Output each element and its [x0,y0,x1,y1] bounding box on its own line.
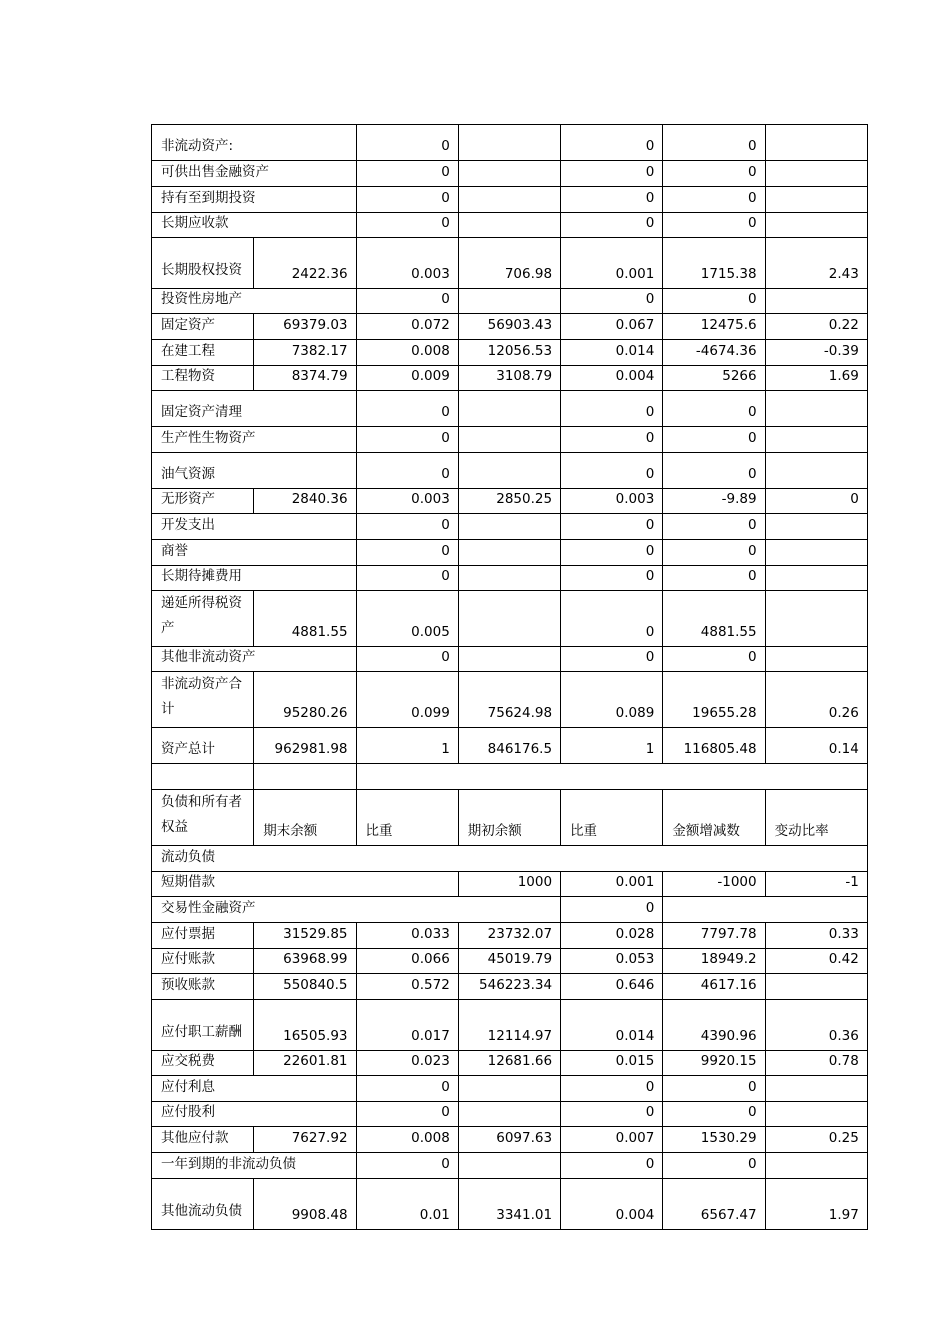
row-label: 应付利息 [152,1076,357,1102]
table-cell: 0 [561,125,663,161]
table-body [152,125,868,1230]
row-label: 油气资源 [152,453,357,489]
row-label: 在建工程 [152,340,254,366]
table-cell [458,427,560,453]
table-row [152,764,868,790]
table-cell [458,1102,560,1127]
table-cell: 1000 [458,872,560,897]
table-cell: 0.072 [356,314,458,340]
table-cell [458,514,560,540]
table-cell: 0.007 [561,1127,663,1153]
table-cell [356,764,867,790]
table-cell: 9920.15 [663,1051,765,1076]
table-row [152,238,868,289]
table-cell: 0 [561,1076,663,1102]
table-cell: 0 [663,289,765,314]
table-cell [458,453,560,489]
table-cell [765,974,867,1000]
table-cell [765,514,867,540]
table-cell: 0 [663,213,765,238]
table-cell [765,1153,867,1179]
table-cell: 0 [663,391,765,427]
table-cell: 0 [561,647,663,672]
row-label: 交易性金融资产 [152,897,561,923]
table-row [152,1153,868,1179]
table-cell: 1 [356,728,458,764]
table-cell: 0 [663,566,765,591]
row-label: 非流动资产合计 [152,672,254,728]
table-cell: 0 [663,453,765,489]
table-cell: 1 [561,728,663,764]
table-cell: 期末余额 [254,790,356,846]
table-cell: 0.017 [356,1000,458,1051]
table-cell: -4674.36 [663,340,765,366]
table-cell: 0 [663,647,765,672]
table-cell: 1530.29 [663,1127,765,1153]
table-cell: 0.005 [356,591,458,647]
table-cell: 19655.28 [663,672,765,728]
table-cell: 0 [663,1076,765,1102]
table-cell: 0 [663,1102,765,1127]
row-label: 流动负债 [152,846,868,872]
row-label: 固定资产 [152,314,254,340]
table-cell: 0.023 [356,1051,458,1076]
table-row [152,453,868,489]
table-cell [458,647,560,672]
table-cell: 0.003 [561,489,663,514]
table-cell: 5266 [663,366,765,391]
table-cell [765,161,867,187]
table-cell: 0 [561,566,663,591]
table-cell: 0.01 [356,1179,458,1230]
table-row [152,974,868,1000]
table-cell: 0.067 [561,314,663,340]
table-cell: 0 [356,453,458,489]
table-row [152,923,868,949]
table-cell: 0 [356,647,458,672]
row-label: 资产总计 [152,728,254,764]
table-cell: 0.015 [561,1051,663,1076]
table-row [152,647,868,672]
table-cell: 0 [663,125,765,161]
table-cell: 0 [356,1076,458,1102]
table-cell: 7382.17 [254,340,356,366]
row-label: 持有至到期投资 [152,187,357,213]
table-cell: 0 [663,161,765,187]
table-cell: -9.89 [663,489,765,514]
table-cell: 4881.55 [254,591,356,647]
table-cell: 0 [356,566,458,591]
table-cell: 0 [561,540,663,566]
table-cell: 0.004 [561,366,663,391]
table-cell: 0 [356,125,458,161]
table-row [152,289,868,314]
table-row [152,897,868,923]
table-cell: 0.089 [561,672,663,728]
table-cell [765,1076,867,1102]
table-cell: 2422.36 [254,238,356,289]
table-cell: 比重 [561,790,663,846]
row-label: 其他流动负债 [152,1179,254,1230]
table-cell: -1 [765,872,867,897]
table-cell: 0.36 [765,1000,867,1051]
table-cell [458,213,560,238]
table-cell: 0 [663,187,765,213]
table-row [152,314,868,340]
table-cell: 0.572 [356,974,458,1000]
table-cell: 4617.16 [663,974,765,1000]
row-label: 一年到期的非流动负债 [152,1153,357,1179]
table-cell: 0 [356,427,458,453]
table-cell: 0.78 [765,1051,867,1076]
table-cell: 0 [561,161,663,187]
table-cell: 116805.48 [663,728,765,764]
table-cell: 0.008 [356,340,458,366]
table-cell: 0 [356,213,458,238]
table-cell [458,187,560,213]
table-cell: 0 [561,289,663,314]
table-cell: 0 [561,213,663,238]
row-label: 生产性生物资产 [152,427,357,453]
table-cell [254,764,356,790]
table-cell: 23732.07 [458,923,560,949]
table-cell: 0 [561,187,663,213]
row-label: 长期股权投资 [152,238,254,289]
table-row [152,1076,868,1102]
table-cell [765,125,867,161]
row-label: 非流动资产: [152,125,357,161]
table-cell: 0 [356,1102,458,1127]
table-cell: 0 [561,514,663,540]
table-cell: 0.028 [561,923,663,949]
table-cell: 0.003 [356,489,458,514]
row-label: 预收账款 [152,974,254,1000]
row-label: 工程物资 [152,366,254,391]
table-cell: 3341.01 [458,1179,560,1230]
table-row [152,187,868,213]
table-row [152,340,868,366]
table-row [152,846,868,872]
row-label: 投资性房地产 [152,289,357,314]
table-cell [458,289,560,314]
row-label: 可供出售金融资产 [152,161,357,187]
row-label: 其他应付款 [152,1127,254,1153]
table-cell: 6097.63 [458,1127,560,1153]
table-cell: -1000 [663,872,765,897]
table-cell: 0 [561,1102,663,1127]
table-cell: 0.014 [561,1000,663,1051]
table-cell: 2840.36 [254,489,356,514]
table-cell: 0 [356,540,458,566]
table-cell: 2850.25 [458,489,560,514]
table-cell: 0.003 [356,238,458,289]
table-cell: 22601.81 [254,1051,356,1076]
table-cell: 0 [561,1153,663,1179]
table-cell [458,566,560,591]
table-cell: 9908.48 [254,1179,356,1230]
table-cell: 12681.66 [458,1051,560,1076]
table-cell: 7627.92 [254,1127,356,1153]
table-cell: 56903.43 [458,314,560,340]
table-cell: 期初余额 [458,790,560,846]
table-row [152,1179,868,1230]
table-cell [765,540,867,566]
table-row [152,366,868,391]
table-cell: 546223.34 [458,974,560,1000]
table-cell: 0 [663,1153,765,1179]
row-label: 应付账款 [152,949,254,974]
table-cell: 0.009 [356,366,458,391]
table-row [152,591,868,647]
table-cell: 0.42 [765,949,867,974]
table-cell: 63968.99 [254,949,356,974]
table-cell: 18949.2 [663,949,765,974]
table-cell: 金额增减数 [663,790,765,846]
table-cell: 变动比率 [765,790,867,846]
row-label: 应付股利 [152,1102,357,1127]
table-row [152,672,868,728]
table-row [152,427,868,453]
table-row [152,1051,868,1076]
table-row [152,489,868,514]
table-cell: 0 [561,391,663,427]
table-cell: 0.099 [356,672,458,728]
table-row [152,125,868,161]
table-cell [458,1076,560,1102]
table-cell: 0.26 [765,672,867,728]
row-label: 应付职工薪酬 [152,1000,254,1051]
table-cell: 0.004 [561,1179,663,1230]
table-cell [765,566,867,591]
table-cell: 0.646 [561,974,663,1000]
table-cell [765,453,867,489]
row-label: 长期待摊费用 [152,566,357,591]
row-label: 应付票据 [152,923,254,949]
table-cell: 8374.79 [254,366,356,391]
table-cell: 7797.78 [663,923,765,949]
table-cell: 比重 [356,790,458,846]
table-cell: 4390.96 [663,1000,765,1051]
table-cell [765,427,867,453]
row-label: 负债和所有者权益 [152,790,254,846]
table-cell [663,897,868,923]
table-cell: 95280.26 [254,672,356,728]
table-cell: 2.43 [765,238,867,289]
table-cell: 0 [561,453,663,489]
table-cell [458,391,560,427]
row-label: 无形资产 [152,489,254,514]
table-cell [458,591,560,647]
table-cell: 75624.98 [458,672,560,728]
table-row [152,161,868,187]
table-cell: 0.053 [561,949,663,974]
table-cell [765,647,867,672]
table-cell: 0 [765,489,867,514]
table-row [152,391,868,427]
table-cell: -0.39 [765,340,867,366]
table-cell: 0.25 [765,1127,867,1153]
table-cell: 69379.03 [254,314,356,340]
table-cell: 0 [561,591,663,647]
table-cell: 0.001 [561,872,663,897]
table-cell: 0 [356,289,458,314]
table-row [152,728,868,764]
row-label: 其他非流动资产 [152,647,357,672]
table-cell: 0.22 [765,314,867,340]
table-cell: 0 [356,391,458,427]
table-cell: 0 [356,187,458,213]
row-label: 应交税费 [152,1051,254,1076]
table-cell: 0.001 [561,238,663,289]
table-row [152,514,868,540]
table-row [152,949,868,974]
table-cell: 3108.79 [458,366,560,391]
table-cell [458,540,560,566]
table-row [152,1000,868,1051]
row-label: 固定资产清理 [152,391,357,427]
table-cell: 0 [561,427,663,453]
table-row [152,872,868,897]
row-label [152,764,254,790]
table-cell: 16505.93 [254,1000,356,1051]
table-cell: 0.008 [356,1127,458,1153]
table-cell [765,289,867,314]
table-cell: 0 [663,540,765,566]
table-cell [765,391,867,427]
table-cell [458,125,560,161]
table-cell: 0.33 [765,923,867,949]
table-cell [765,213,867,238]
row-label: 短期借款 [152,872,459,897]
table-cell: 962981.98 [254,728,356,764]
table-cell: 4881.55 [663,591,765,647]
table-cell: 0.014 [561,340,663,366]
table-cell: 31529.85 [254,923,356,949]
table-cell [458,1153,560,1179]
table-row [152,540,868,566]
table-cell: 0.14 [765,728,867,764]
table-cell: 12114.97 [458,1000,560,1051]
table-row [152,1127,868,1153]
table-cell: 12475.6 [663,314,765,340]
balance-sheet-table [151,124,868,1230]
table-cell: 45019.79 [458,949,560,974]
table-cell: 12056.53 [458,340,560,366]
table-cell: 0 [561,897,663,923]
table-cell: 846176.5 [458,728,560,764]
table-cell: 0 [663,514,765,540]
table-row [152,566,868,591]
table-cell [765,187,867,213]
table-cell: 1.69 [765,366,867,391]
table-cell: 550840.5 [254,974,356,1000]
table-cell [458,161,560,187]
table-cell: 0 [663,427,765,453]
table-cell: 0 [356,161,458,187]
row-label: 开发支出 [152,514,357,540]
table-cell: 706.98 [458,238,560,289]
table-row [152,1102,868,1127]
row-label: 递延所得税资产 [152,591,254,647]
table-cell: 1715.38 [663,238,765,289]
row-label: 长期应收款 [152,213,357,238]
table-cell: 0 [356,1153,458,1179]
table-row [152,213,868,238]
table-row [152,790,868,846]
table-cell [765,591,867,647]
row-label: 商誉 [152,540,357,566]
table-cell: 0.066 [356,949,458,974]
table-cell: 6567.47 [663,1179,765,1230]
table-cell: 0 [356,514,458,540]
table-cell: 0.033 [356,923,458,949]
table-cell: 1.97 [765,1179,867,1230]
table-cell [765,1102,867,1127]
